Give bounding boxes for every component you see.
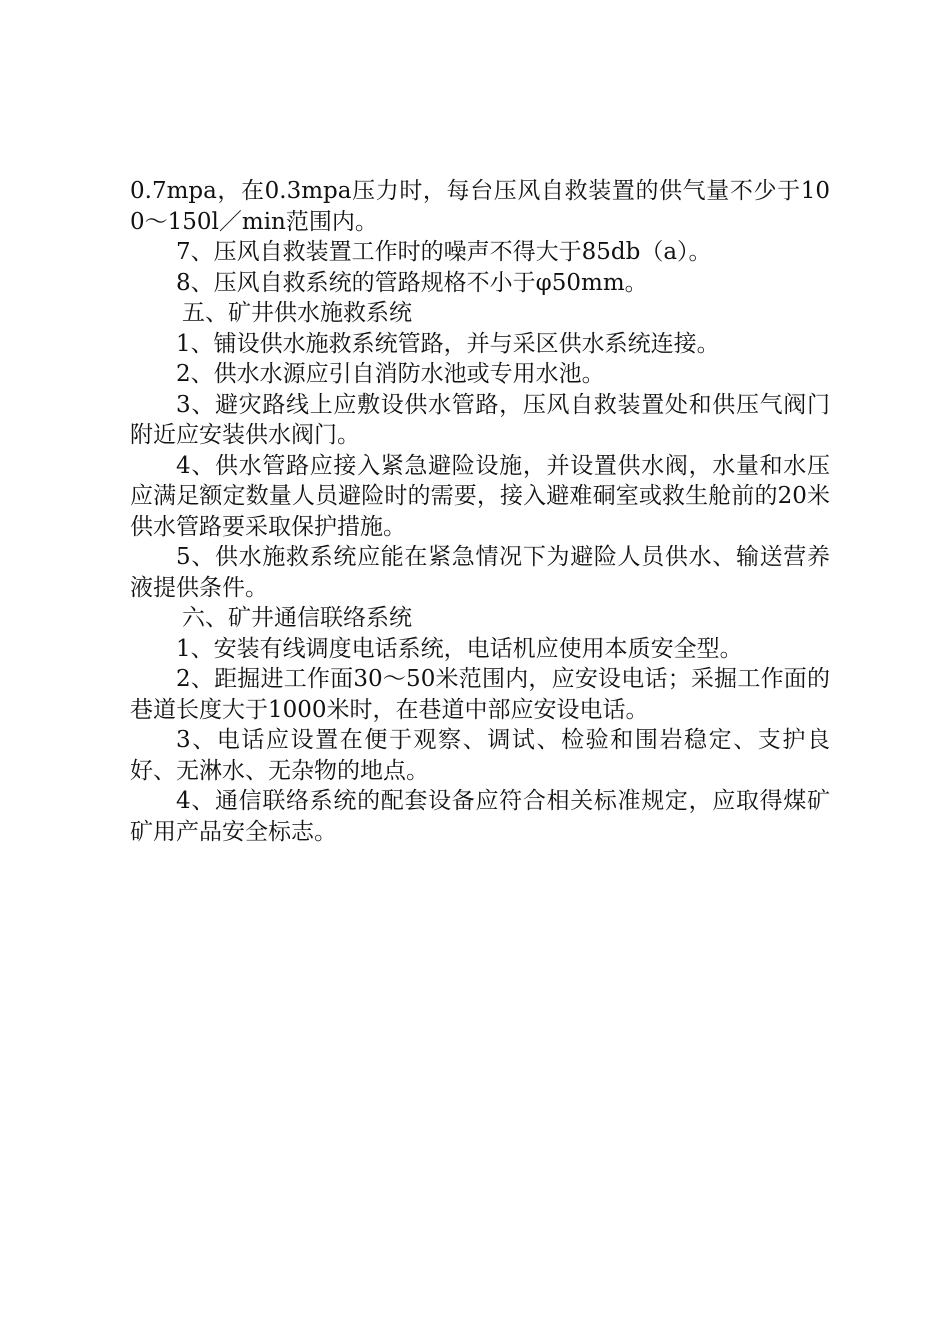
paragraph-continuation: 0.7mpa，在0.3mpa压力时，每台压风自救装置的供气量不少于100～150l／min范围内。	[130, 178, 830, 235]
paragraph-6-3: 3、电话应设置在便于观察、调试、检验和围岩稳定、支护良好、无淋水、无杂物的地点。	[130, 727, 830, 784]
paragraph-6-1: 1、安装有线调度电话系统，电话机应使用本质安全型。	[176, 635, 743, 662]
paragraph-5-1: 1、铺设供水施救系统管路，并与采区供水系统连接。	[176, 330, 720, 357]
paragraph-5-4: 4、供水管路应接入紧急避险设施，并设置供水阀，水量和水压应满足额定数量人员避险时的需要，接入避难硐室或救生舱前的20米供水管路要采取保护措施。	[130, 452, 830, 540]
paragraph-6-4: 4、通信联络系统的配套设备应符合相关标准规定，应取得煤矿矿用产品安全标志。	[130, 788, 830, 845]
paragraph-5-2: 2、供水水源应引自消防水池或专用水池。	[176, 361, 605, 387]
section-heading-6: 六、矿井通信联络系统	[182, 605, 412, 631]
paragraph-5-5: 5、供水施救系统应能在紧急情况下为避险人员供水、输送营养液提供条件。	[130, 544, 830, 601]
paragraph-item-7: 7、压风自救装置工作时的噪声不得大于85db（a）。	[176, 239, 712, 265]
document-page	[130, 176, 830, 847]
paragraph-item-8: 8、压风自救系统的管路规格不小于φ50mm。	[176, 269, 648, 296]
paragraph-5-3: 3、避灾路线上应敷设供水管路，压风自救装置处和供压气阀门附近应安装供水阀门。	[130, 391, 830, 448]
section-heading-5: 五、矿井供水施救系统	[182, 300, 412, 326]
paragraph-6-2: 2、距掘进工作面30～50米范围内，应安设电话；采掘工作面的巷道长度大于1000米时，在巷道中部应安设电话。	[130, 666, 830, 723]
